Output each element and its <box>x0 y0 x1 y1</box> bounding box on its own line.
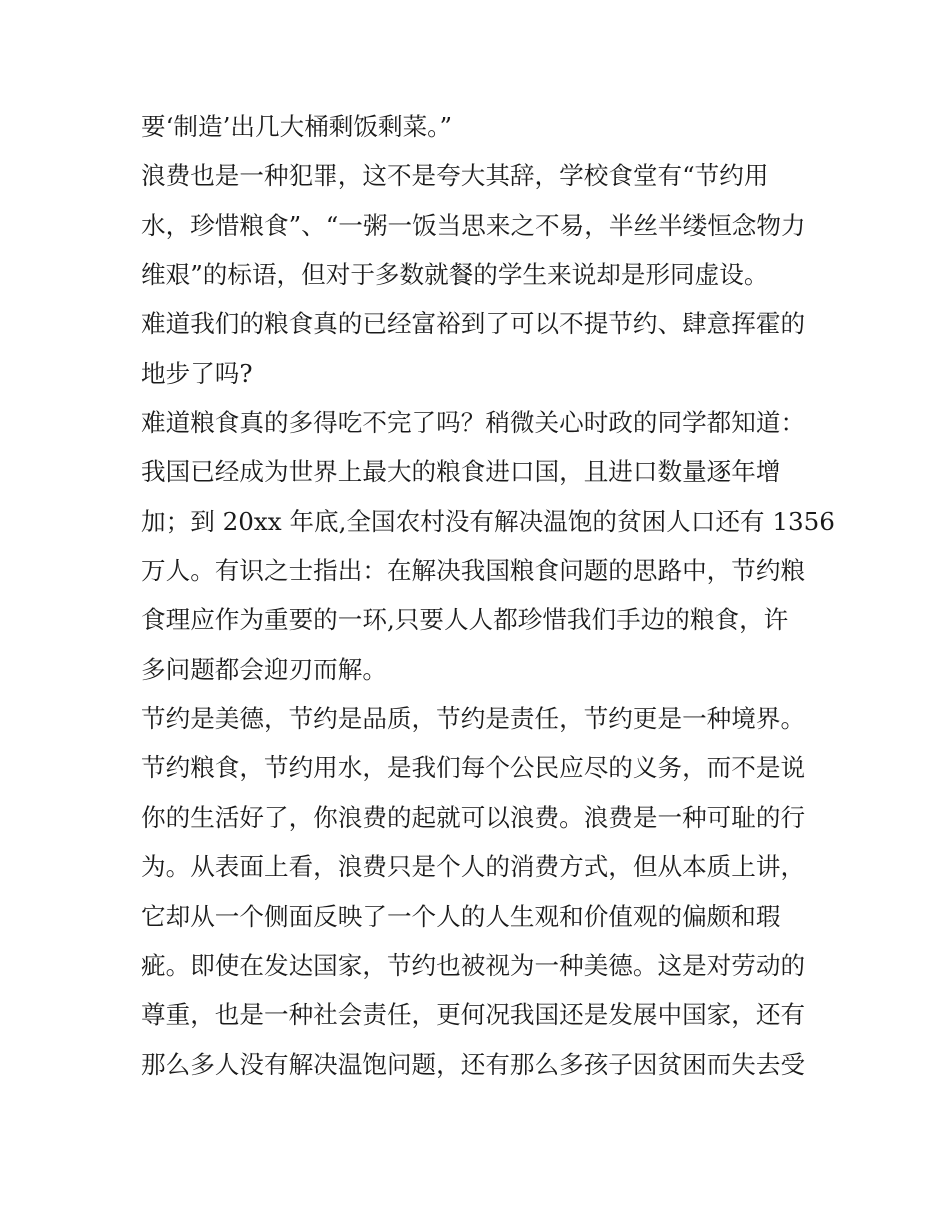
text-line: 节约是美德，节约是品质，节约是责任，节约更是一种境界。 <box>141 704 806 734</box>
text-line: 难道我们的粮食真的已经富裕到了可以不提节约、肆意挥霍的 <box>141 309 806 339</box>
text-line: 为。从表面上看，浪费只是个人的消费方式，但从本质上讲， <box>141 852 806 882</box>
text-line: 地步了吗? <box>141 358 253 388</box>
text-line: 水，珍惜粮食”、“一粥一饭当思来之不易，半丝半缕恒念物力 <box>141 210 806 240</box>
text-line: 要‘制造’出几大桶剩饭剩菜。” <box>141 112 453 141</box>
document-body <box>141 102 835 1089</box>
text-line: 难道粮食真的多得吃不完了吗？稍微关心时政的同学都知道： <box>141 408 806 438</box>
text-line: 维艰”的标语，但对于多数就餐的学生来说却是形同虚设。 <box>141 260 769 290</box>
text-line: 我国已经成为世界上最大的粮食进口国，且进口数量逐年增 <box>141 457 781 487</box>
text-line: 它却从一个侧面反映了一个人的人生观和价值观的偏颇和瑕 <box>141 901 781 931</box>
text-line: 浪费也是一种犯罪，这不是夸大其辞，学校食堂有“节约用 <box>141 161 769 191</box>
text-line: 你的生活好了，你浪费的起就可以浪费。浪费是一种可耻的行 <box>141 802 806 832</box>
text-line: 多问题都会迎刃而解。 <box>141 654 387 684</box>
text-line: 节约粮食，节约用水，是我们每个公民应尽的义务，而不是说 <box>141 753 806 783</box>
text-line: 疵。即使在发达国家，节约也被视为一种美德。这是对劳动的 <box>141 950 806 980</box>
text-line: 万人。有识之士指出：在解决我国粮食问题的思路中，节约粮 <box>141 556 806 586</box>
text-line: 加；到 20xx 年底,全国农村没有解决温饱的贫困人口还有 1356 <box>141 506 835 536</box>
text-line: 那么多人没有解决温饱问题，还有那么多孩子因贫困而失去受 <box>141 1049 806 1079</box>
text-line: 食理应作为重要的一环,只要人人都珍惜我们手边的粮食，许 <box>141 605 789 635</box>
text-line: 尊重，也是一种社会责任，更何况我国还是发展中国家，还有 <box>141 1000 806 1030</box>
